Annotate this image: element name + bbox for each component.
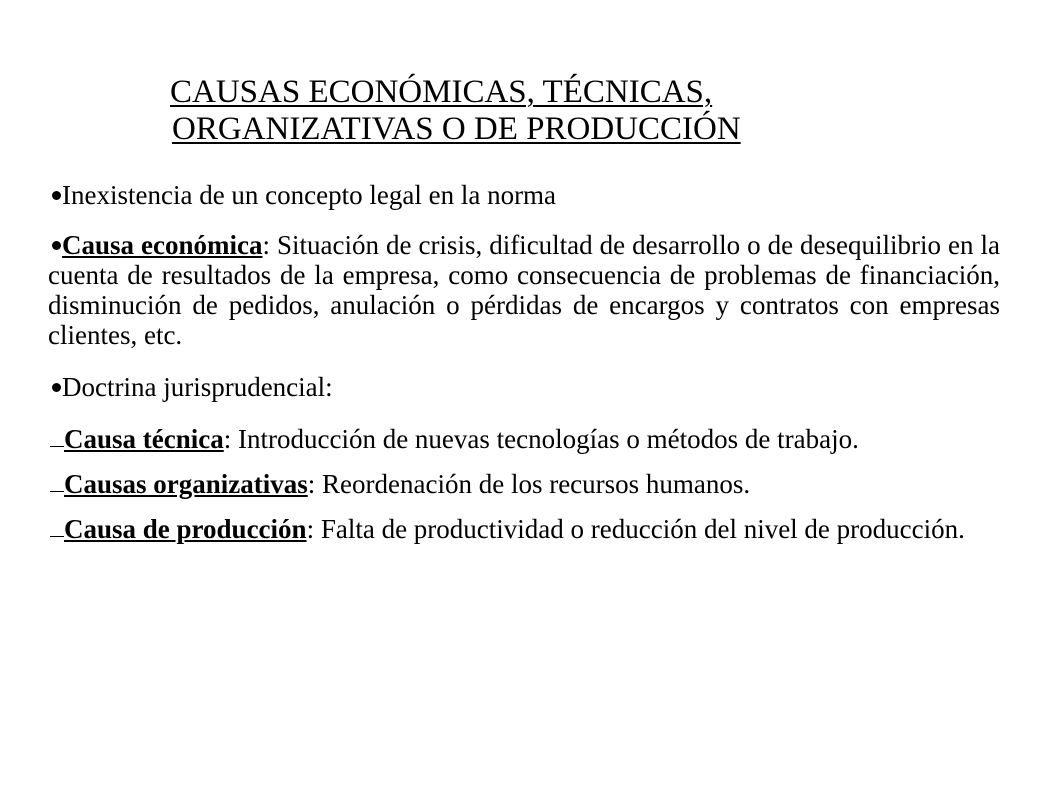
- bullet-dot-icon: [52, 383, 61, 392]
- item-text: Doctrina jurisprudencial:: [62, 372, 333, 402]
- item-text: Situación de crisis, dificultad de desarrollo o de desequilibrio en la cuenta de resultados de la empresa, como consecuencia de problemas de financiación, disminución de pedidos, anulación o pérdidas de encargos y contratos con empresas clientes, etc.: [48, 230, 1000, 350]
- item-text: Falta de productividad o reducción del nivel de producción.: [314, 514, 965, 544]
- bullet-dot-icon: [52, 191, 61, 200]
- item-text: Inexistencia de un concepto legal en la norma: [62, 180, 557, 210]
- slide-title: [170, 74, 930, 148]
- item-separator: :: [223, 424, 232, 454]
- sub-item: [48, 469, 1000, 499]
- item-separator: :: [307, 469, 316, 499]
- slide-body: [48, 180, 1000, 544]
- item-label: Causa de producción: [64, 514, 307, 544]
- dash-icon: [50, 536, 64, 537]
- bullet-dot-icon: [52, 241, 61, 250]
- item-text: Reordenación de los recursos humanos.: [315, 469, 751, 499]
- sub-item: [48, 424, 1000, 454]
- title-line-2: ORGANIZATIVAS O DE PRODUCCIÓN: [172, 111, 741, 147]
- dash-icon: [50, 491, 64, 492]
- bullet-item: [48, 230, 1000, 350]
- bullet-item: [48, 180, 1000, 210]
- item-label: Causas organizativas: [64, 469, 308, 499]
- bullet-item: [48, 372, 1000, 402]
- item-label: Causa técnica: [64, 424, 224, 454]
- dash-icon: [50, 446, 64, 447]
- title-line-1: CAUSAS ECONÓMICAS, TÉCNICAS,: [170, 74, 713, 110]
- item-separator: :: [262, 230, 270, 260]
- item-label: Causa económica: [62, 230, 263, 260]
- sub-item: [48, 514, 1000, 544]
- item-text: Introducción de nuevas tecnologías o métodos de trabajo.: [231, 424, 859, 454]
- item-separator: :: [306, 514, 315, 544]
